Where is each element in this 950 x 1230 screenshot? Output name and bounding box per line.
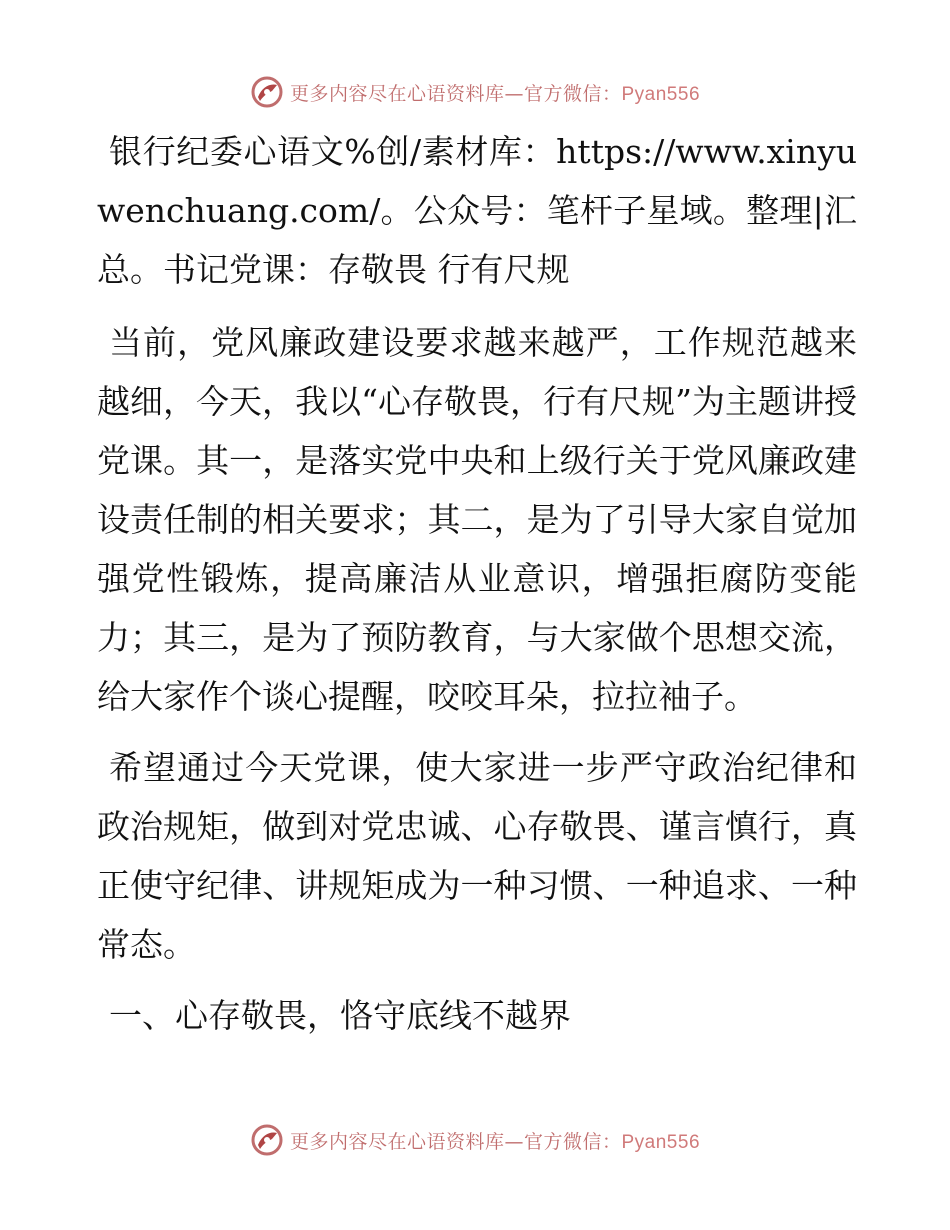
watermark-id: Pyan556 (621, 1131, 701, 1153)
section-heading-1: 一、心存敬畏，恪守底线不越界 (109, 996, 571, 1035)
body-paragraph-1: 当前，党风廉政建设要求越来越严，工作规范越来越细，今天，我以“心存敬畏，行有尺规”为主题讲授党课。其一，是落实党中央和上级行关于党风廉政建设责任制的相关要求；其二，是为了引导大家自觉加强党性锻炼，提高廉洁从业意识，增强拒腐防变能力；其三，是为了预防教育，与大家做个思想交流，给大家作个谈心提醒，咬咬耳朵，拉拉袖子。 (97, 323, 857, 716)
seal-logo-icon (250, 75, 284, 109)
intro-paragraph: 银行纪委心语文%创/素材库：https://www.xinyuwenchuang.com/。公众号：笔杆子星域。整理|汇总。书记党课：存敬畏 行有尺规 (97, 132, 857, 289)
header-watermark (0, 72, 950, 112)
watermark-text (290, 1127, 700, 1154)
watermark-text (290, 79, 700, 106)
footer-watermark (0, 1120, 950, 1160)
seal-logo-icon (250, 1123, 284, 1157)
watermark-id: Pyan556 (621, 83, 701, 105)
document-body (97, 122, 857, 1045)
body-paragraph-2: 希望通过今天党课，使大家进一步严守政治纪律和政治规矩，做到对党忠诚、心存敬畏、谨言慎行，真正使守纪律、讲规矩成为一种习惯、一种追求、一种常态。 (97, 748, 857, 964)
watermark-label: 更多内容尽在心语资料库—官方微信： (289, 82, 622, 105)
watermark-label: 更多内容尽在心语资料库—官方微信： (289, 1130, 622, 1153)
